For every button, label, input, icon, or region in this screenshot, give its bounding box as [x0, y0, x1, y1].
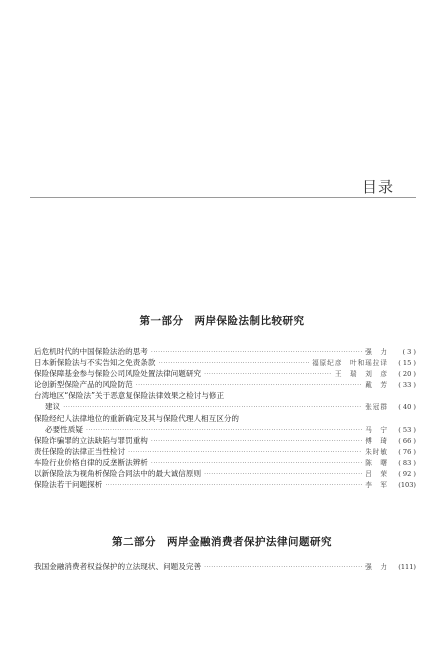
toc-leader-dots	[151, 436, 362, 447]
toc-leader-dots	[204, 469, 362, 480]
toc-entry-page: (111)	[398, 563, 416, 571]
toc-entry[interactable]	[34, 346, 416, 357]
toc-entry-title: 以新保险法为视角析保险合同法中的最大诚信原则	[34, 469, 202, 479]
toc-entry-page: ( 83 )	[398, 458, 416, 467]
toc-entry[interactable]	[34, 368, 416, 379]
toc-leader-dots	[128, 447, 362, 458]
toc-entry-title: 日本新保险法与不实告知之免责条款	[34, 358, 156, 368]
toc-entry-author: 强 力	[365, 348, 388, 356]
toc-entry[interactable]	[34, 379, 416, 390]
toc-entry-author: 李 军	[365, 481, 388, 490]
page-title: 目录	[361, 178, 394, 196]
toc-entry-page: ( 15 )	[398, 359, 416, 368]
toc-entry-page: ( 66 )	[398, 436, 416, 445]
toc-entry-title: 我国金融消费者权益保护的立法现状、问题及完善	[34, 562, 202, 571]
toc-entry-title: 台湾地区“保险法”关于恶意复保险法律效果之检讨与修正	[34, 391, 225, 401]
toc-entry[interactable]	[34, 401, 416, 412]
toc-entry-first-line[interactable]	[34, 413, 416, 424]
toc-entry-title: 后危机时代的中国保险法治的思考	[34, 347, 148, 356]
toc-entry[interactable]	[34, 479, 416, 490]
toc-entry-author: 戴 芳	[365, 381, 388, 390]
toc-entry[interactable]	[34, 446, 416, 457]
toc-entry[interactable]	[34, 468, 416, 479]
toc-entry-title-continuation: 建议	[45, 402, 61, 412]
toc-entry-page: ( 76 )	[398, 447, 416, 456]
toc-entry[interactable]	[34, 357, 416, 368]
toc-entry-author: 福原纪彦 叶和瑶拉译	[312, 359, 388, 368]
toc-entry-author: 吕 荣	[365, 470, 388, 479]
toc-entry-author: 马 宁	[365, 425, 388, 434]
toc-entry-author: 陈 曙	[365, 458, 388, 467]
toc-entry-author: 强 力	[365, 563, 388, 571]
toc-leader-dots	[151, 347, 362, 358]
toc-entry-title: 保险法若干问题探析	[34, 480, 103, 490]
toc-list-part-1	[34, 346, 416, 490]
toc-list-part-2	[34, 561, 416, 572]
toc-entry-title: 保险经纪人法律地位的重新确定及其与保险代理人相互区分的	[34, 413, 240, 423]
title-divider	[30, 197, 416, 198]
toc-entry-title: 论创新型保险产品的风险防范	[34, 380, 133, 390]
toc-leader-dots	[204, 369, 332, 380]
toc-entry[interactable]	[34, 457, 416, 468]
toc-entry-title: 保险保障基金参与保险公司风险处置法律问题研究	[34, 369, 202, 379]
toc-entry-author: 傅 琦	[365, 436, 388, 445]
toc-entry-page: ( 33 )	[398, 381, 416, 390]
toc-leader-dots	[204, 562, 362, 573]
toc-entry-title-continuation: 必要性质疑	[45, 424, 83, 434]
toc-entry[interactable]	[34, 424, 416, 435]
toc-entry-author: 张冠群	[365, 403, 388, 412]
toc-entry-author: 朱时敏	[365, 447, 388, 456]
toc-entry-page: ( 3 )	[402, 348, 416, 356]
toc-entry-title: 车险行业价格自律的反垄断法辨析	[34, 457, 148, 467]
toc-leader-dots	[105, 480, 362, 491]
part-heading: 第一部分 两岸保险法制比较研究	[139, 315, 305, 327]
toc-entry-title: 保险诈骗罪的立法缺陷与罪罚重构	[34, 435, 148, 445]
toc-entry-first-line[interactable]	[34, 390, 416, 401]
toc-entry-page: ( 40 )	[398, 403, 416, 412]
toc-entry[interactable]	[34, 561, 416, 572]
toc-entry-title: 责任保险的法律正当性检讨	[34, 446, 126, 456]
toc-entry-page: ( 53 )	[398, 425, 416, 434]
toc-entry-page: ( 20 )	[398, 370, 416, 379]
toc-entry-author: 王 瑞 刘 彦	[334, 370, 388, 379]
toc-entry-page: (103)	[398, 481, 416, 490]
toc-entry-page: ( 92 )	[398, 470, 416, 479]
part-heading: 第二部分 两岸金融消费者保护法律问题研究	[112, 536, 332, 548]
toc-entry[interactable]	[34, 435, 416, 446]
